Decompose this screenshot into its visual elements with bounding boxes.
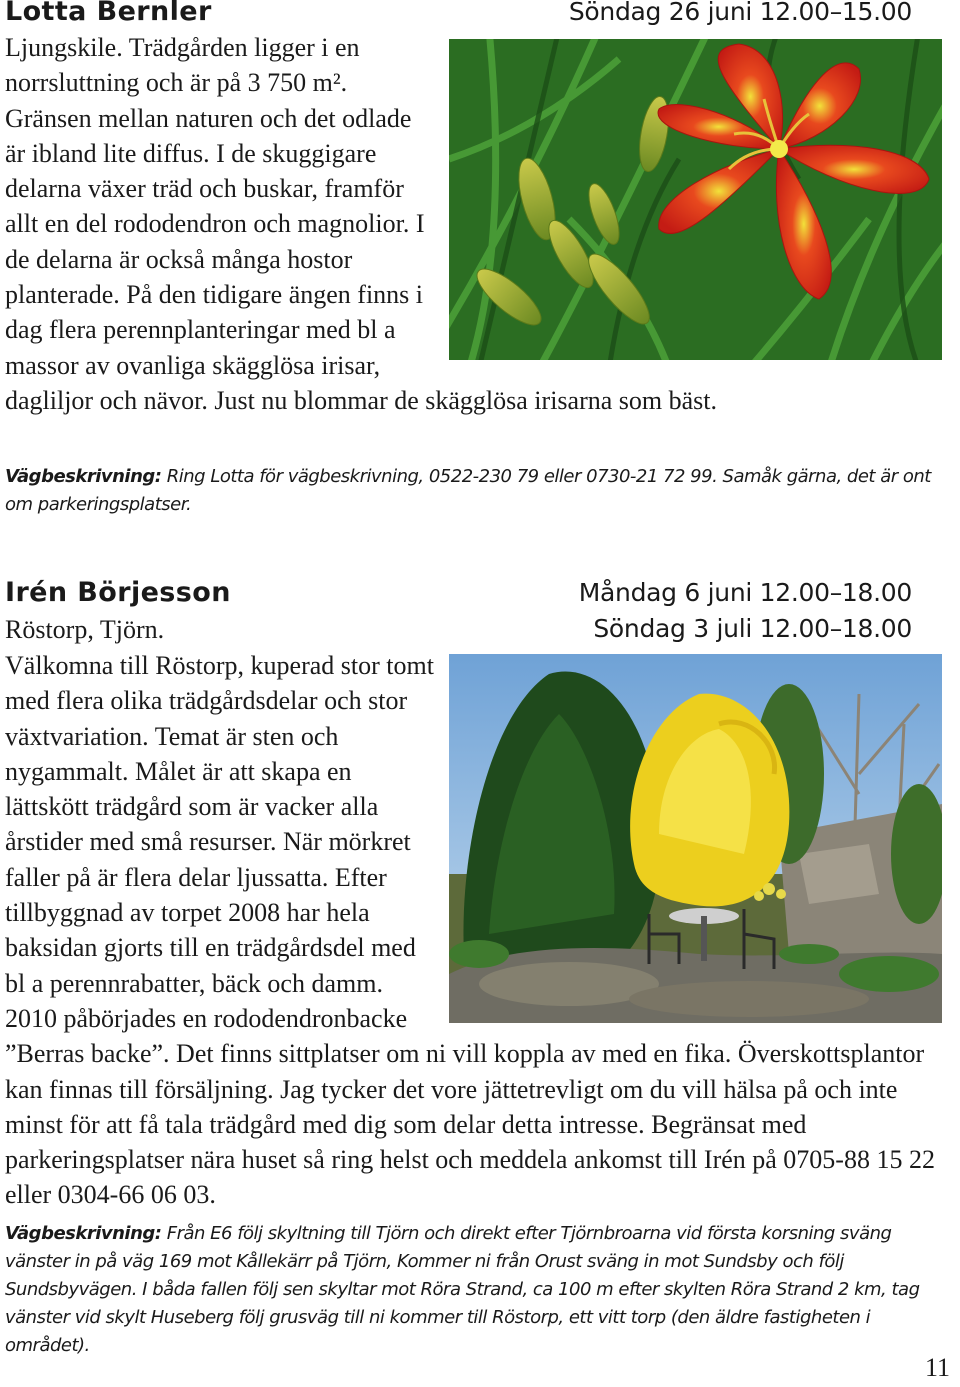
- location: Röstorp, Tjörn.: [5, 615, 165, 644]
- garden-forsythia-photo: [449, 654, 942, 1023]
- garden-description-text: Välkomna till Röstorp, kuperad stor tomt med flera olika trädgårdsdelar och stor växtvariation. Temat är sten och nygammalt. Målet är att skapa en lättskött trädgård som är vacker alla årstider med små resurser. När mörkret faller på är flera delar ljussatta. Efter tillbyggnad av torpet 2008 har hela baksidan gjorts till en trädgårdsdel med bl a perennrabatter, bäck och damm. 2010 påbörjades en rododendronbacke ”Berras backe”. Det finns sittplatser om ni vill koppla av med en fika. Överskottsplantor kan finnas till försäljning. Jag tycker det vore jättetrevligt om du vill hälsa på och inte minst för att få tala trädgård med dig som delar detta intresse. Begränsat med parkeringsplatser nära huset så ring helst och meddela ankomst till Irén på 0705-88 15 22 eller 0304-66 06 03.: [5, 651, 935, 1210]
- directions-text: Från E6 följ skyltning till Tjörn och direkt efter Tjörnbroarna vid första korsning sväng vänster in på väg 169 mot Kållekärr på Tjörn, Kommer ni från Orust sväng in mot Sundsby och följ Sundsbyvägen. I båda fallen följ sen skyltar mot Röra Strand, ca 100 m efter skylten Röra Strand 2 km, tag vänster vid skylt Huseberg följ grusväg till ni kommer till Röstorp, ett vitt torp (den äldre fastigheten i området).: [5, 1223, 920, 1356]
- page-number: 11: [924, 1353, 950, 1382]
- opening-date: Måndag 6 juni 12.00–18.00: [578, 578, 912, 607]
- owner-name: Irén Börjesson: [5, 577, 231, 608]
- red-daylily-photo: [449, 39, 942, 360]
- garden-description: [5, 30, 942, 418]
- directions-text: Ring Lotta för vägbeskrivning, 0522-230 79 eller 0730-21 72 99. Samåk gärna, det är ont om parkeringsplatser.: [5, 466, 931, 515]
- garden-entry-lotta-bernler: [0, 0, 960, 530]
- directions-label: Vägbeskrivning:: [5, 466, 162, 487]
- opening-date: Söndag 3 juli 12.00–18.00: [593, 614, 912, 643]
- garden-description-text: Ljungskile. Trädgården ligger i en norrsluttning och är på 3 750 m². Gränsen mellan naturen och det odlade är ibland lite diffus. I de skuggigare delarna växer träd och buskar, framför allt en del rododendron och magnolior. I de delarna är också många hostor planterade. På den tidigare ängen finns i dag flera perennplanteringar med bl a massor av ovanliga skägglösa irisar, dagliljor och nävor. Just nu blommar de skägglösa irisarna som bäst.: [5, 33, 717, 415]
- owner-name: Lotta Bernler: [5, 0, 212, 27]
- directions: [5, 1220, 944, 1360]
- directions: [5, 463, 944, 519]
- opening-date: Söndag 26 juni 12.00–15.00: [568, 0, 912, 26]
- directions-label: Vägbeskrivning:: [5, 1223, 162, 1244]
- garden-description: [5, 648, 942, 1213]
- garden-entry-iren-borjesson: [0, 572, 960, 1356]
